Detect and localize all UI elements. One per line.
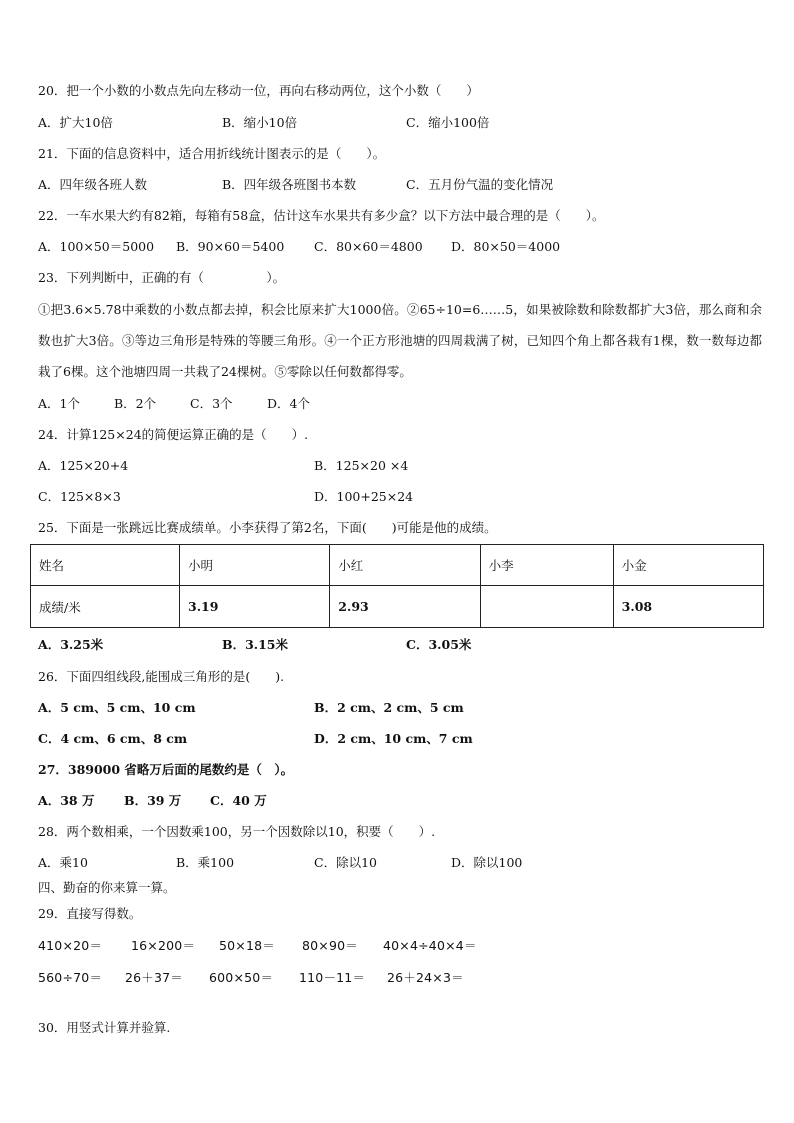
table-cell bbox=[480, 586, 613, 628]
q29-item: 50×18＝ bbox=[219, 938, 275, 953]
q26-option-d: D．2 cm、10 cm、7 cm bbox=[314, 731, 473, 746]
table-cell: 姓名 bbox=[31, 545, 180, 586]
q23-option-c: C．3个 bbox=[190, 396, 233, 411]
q27-option-a: A．38 万 bbox=[38, 793, 95, 808]
table-cell: 小李 bbox=[480, 545, 613, 586]
q28-option-c: C．除以10 bbox=[314, 855, 377, 870]
table-cell: 小金 bbox=[613, 545, 763, 586]
q29-item: 600×50＝ bbox=[209, 970, 274, 985]
q29-item: 560÷70＝ bbox=[38, 970, 103, 985]
q22-option-b: B．90×60＝5400 bbox=[176, 239, 285, 254]
q27-stem: 27．389000 省略万后面的尾数约是（ ）。 bbox=[38, 762, 294, 777]
q22-option-d: D．80×50＝4000 bbox=[451, 239, 561, 254]
q29-item: 26＋24×3＝ bbox=[387, 970, 464, 985]
long-jump-score-table bbox=[30, 544, 764, 628]
table-cell: 3.19 bbox=[180, 586, 330, 628]
q28-option-b: B．乘100 bbox=[176, 855, 235, 870]
q24-option-a: A．125×20+4 bbox=[38, 458, 129, 473]
q29-item: 410×20＝ bbox=[38, 938, 103, 953]
table-row bbox=[31, 586, 764, 628]
q20-option-b: B．缩小10倍 bbox=[222, 115, 298, 130]
q26-option-a: A．5 cm、5 cm、10 cm bbox=[38, 700, 196, 715]
q25-option-b: B．3.15米 bbox=[222, 637, 289, 652]
table-cell: 2.93 bbox=[330, 586, 480, 628]
q29-stem: 29．直接写得数。 bbox=[38, 906, 142, 921]
q26-option-c: C．4 cm、6 cm、8 cm bbox=[38, 731, 188, 746]
table-cell: 3.08 bbox=[613, 586, 763, 628]
q27-option-c: C．40 万 bbox=[210, 793, 267, 808]
q20-stem: 20．把一个小数的小数点先向左移动一位，再向右移动两位，这个小数（ ） bbox=[38, 83, 479, 98]
q23-stem: 23．下列判断中，正确的有（ ）。 bbox=[38, 270, 286, 285]
q28-stem: 28．两个数相乘，一个因数乘100，另一个因数除以10，积要（ ）. bbox=[38, 824, 436, 839]
q26-option-b: B．2 cm、2 cm、5 cm bbox=[314, 700, 464, 715]
q29-item: 80×90＝ bbox=[302, 938, 358, 953]
q25-option-a: A．3.25米 bbox=[38, 637, 104, 652]
q24-option-d: D．100+25×24 bbox=[314, 489, 414, 504]
q20-option-a: A．扩大10倍 bbox=[38, 115, 113, 130]
q21-option-a: A．四年级各班人数 bbox=[38, 177, 148, 192]
q21-option-c: C．五月份气温的变化情况 bbox=[406, 177, 554, 192]
section-heading: 四、勤奋的你来算一算。 bbox=[38, 880, 176, 895]
q23-option-d: D．4个 bbox=[267, 396, 310, 411]
q28-option-a: A．乘10 bbox=[38, 855, 88, 870]
q29-item: 26＋37＝ bbox=[125, 970, 184, 985]
q23-option-a: A．1个 bbox=[38, 396, 80, 411]
table-header-row bbox=[31, 545, 764, 586]
q30-stem: 30．用竖式计算并验算. bbox=[38, 1020, 171, 1035]
q21-stem: 21．下面的信息资料中，适合用折线统计图表示的是（ ）。 bbox=[38, 146, 386, 161]
q23-option-b: B．2个 bbox=[114, 396, 157, 411]
q22-option-a: A．100×50＝5000 bbox=[38, 239, 155, 254]
q22-stem: 22．一车水果大约有82箱，每箱有58盒，估计这车水果共有多少盒？以下方法中最合理的是（ ）。 bbox=[38, 208, 605, 223]
q22-option-c: C．80×60＝4800 bbox=[314, 239, 423, 254]
q29-item: 110－11＝ bbox=[299, 970, 366, 985]
table-cell: 成绩/米 bbox=[31, 586, 180, 628]
q24-option-b: B．125×20 ×4 bbox=[314, 458, 409, 473]
q21-option-b: B．四年级各班图书本数 bbox=[222, 177, 357, 192]
q29-item: 40×4÷40×4＝ bbox=[383, 938, 477, 953]
q23-statements: ①把3.6×5.78中乘数的小数点都去掉，积会比原来扩大1000倍。②65÷10=6……5，如果被除数和除数都扩大3倍，那么商和余数也扩大3倍。③等边三角形是特殊的等腰三角形。④一个正方形池塘的四周栽满了树，已知四个角上都各栽有1棵，数一数每边都栽了6棵。这个池塘四周一共栽了24棵树。⑤零除以任何数都得零。 bbox=[38, 302, 762, 379]
q26-stem: 26．下面四组线段,能围成三角形的是( ). bbox=[38, 669, 285, 684]
table-cell: 小红 bbox=[330, 545, 480, 586]
q24-option-c: C．125×8×3 bbox=[38, 489, 121, 504]
q28-option-d: D．除以100 bbox=[451, 855, 523, 870]
q24-stem: 24．计算125×24的简便运算正确的是（ ）. bbox=[38, 427, 309, 442]
q29-item: 16×200＝ bbox=[131, 938, 196, 953]
q27-option-b: B．39 万 bbox=[124, 793, 182, 808]
table-cell: 小明 bbox=[180, 545, 330, 586]
q25-stem: 25．下面是一张跳远比赛成绩单。小李获得了第2名，下面( )可能是他的成绩。 bbox=[38, 520, 497, 535]
q25-option-c: C．3.05米 bbox=[406, 637, 472, 652]
q20-option-c: C．缩小100倍 bbox=[406, 115, 490, 130]
